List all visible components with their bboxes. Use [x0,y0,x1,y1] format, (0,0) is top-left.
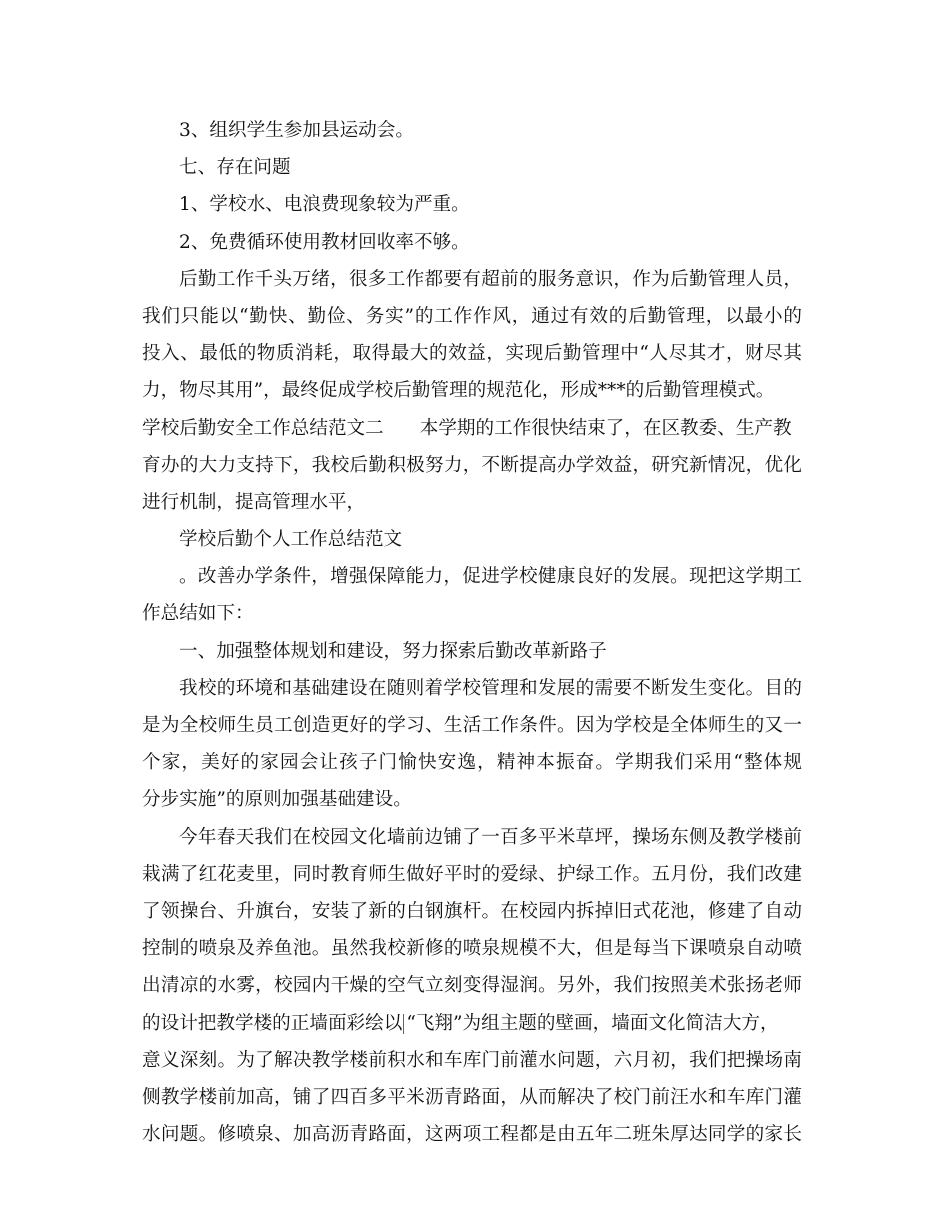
text-line: 意义深刻。为了解决教学楼前积水和车库门前灌水问题，六月初，我们把操场南 [142,1049,802,1071]
text-line [142,1005,802,1042]
text-line: 个家，美好的家园会让孩子门愉快安逸，精神本振奋。学期我们采用“整体规 [142,752,802,774]
text-line: 控制的喷泉及养鱼池。虽然我校新修的喷泉规模不大，但是每当下课喷泉自动喷 [142,938,802,960]
section-heading: 一、加强整体规划和建设，努力探索后勤改革新路子 [179,640,607,662]
inline-text: 本学期的工作很快结束了，在区教委、生产教 [419,417,792,439]
text-line: 我们只能以“勤快、勤俭、务实”的工作作风，通过有效的后勤管理，以最小的 [142,305,802,327]
inline-text: 的设计把教学楼的正墙面彩绘以 [142,1012,403,1034]
text-line: 栽满了红花麦里，同时教育师生做好平时的爱绿、护绿工作。五月份，我们改建 [142,863,802,885]
text-line: 。改善办学条件，增强保障能力，促进学校健康良好的发展。现把这学期工 [179,566,802,588]
text-cursor [403,1014,404,1034]
text-line: 后勤工作千头万绪，很多工作都要有超前的服务意识，作为后勤管理人员， [179,268,802,290]
text-line: 侧教学楼前加高，铺了四百多平米沥青路面，从而解决了校门前汪水和车库门灌 [142,1086,802,1108]
text-line: 作总结如下： [142,603,254,625]
text-line: 2、免费循环使用教材回收率不够。 [179,231,470,253]
text-line [142,410,802,447]
text-line: 了领操台、升旗台，安装了新的白钢旗杆。在校园内拆掉旧式花池，修建了自动 [142,900,802,922]
text-line: 水问题。修喷泉、加高沥青路面，这两项工程都是由五年二班朱厚达同学的家长 [142,1124,802,1146]
text-line: 1、学校水、电浪费现象较为严重。 [179,194,470,216]
text-line: 3、组织学生参加县运动会。 [179,120,414,141]
text-line: 分步实施”的原则加强基础建设。 [142,789,412,811]
section-heading: 七、存在问题 [179,157,291,179]
text-line: 我校的环境和基础建设在随则着学校管理和发展的需要不断发生变化。目的 [179,677,802,699]
text-line: 是为全校师生员工创造更好的学习、生活工作条件。因为学校是全体师生的又一 [142,715,802,736]
inline-text: “飞翔”为组主题的壁画，墙面文化简洁大方， [406,1012,779,1034]
section-heading: 学校后勤个人工作总结范文 [179,529,403,551]
text-line: 育办的大力支持下，我校后勤积极努力，不断提高办学效益，研究新情况，优化 [142,454,802,476]
text-line: 进行机制，提高管理水平， [142,491,366,513]
document-body [142,112,802,1153]
text-line: 出清凉的水雾，校园内干燥的空气立刻变得湿润。另外，我们按照美术张扬老师 [142,975,802,997]
text-line: 力，物尽其用”，最终促成学校后勤管理的规范化，形成***的后勤管理模式。 [142,380,775,402]
text-line: 今年春天我们在校园文化墙前边铺了一百多平米草坪，操场东侧及教学楼前 [179,826,802,848]
inline-heading: 学校后勤安全工作总结范文二 [142,417,384,439]
text-line: 投入、最低的物质消耗，取得最大的效益，实现后勤管理中“人尽其才，财尽其 [142,343,802,365]
